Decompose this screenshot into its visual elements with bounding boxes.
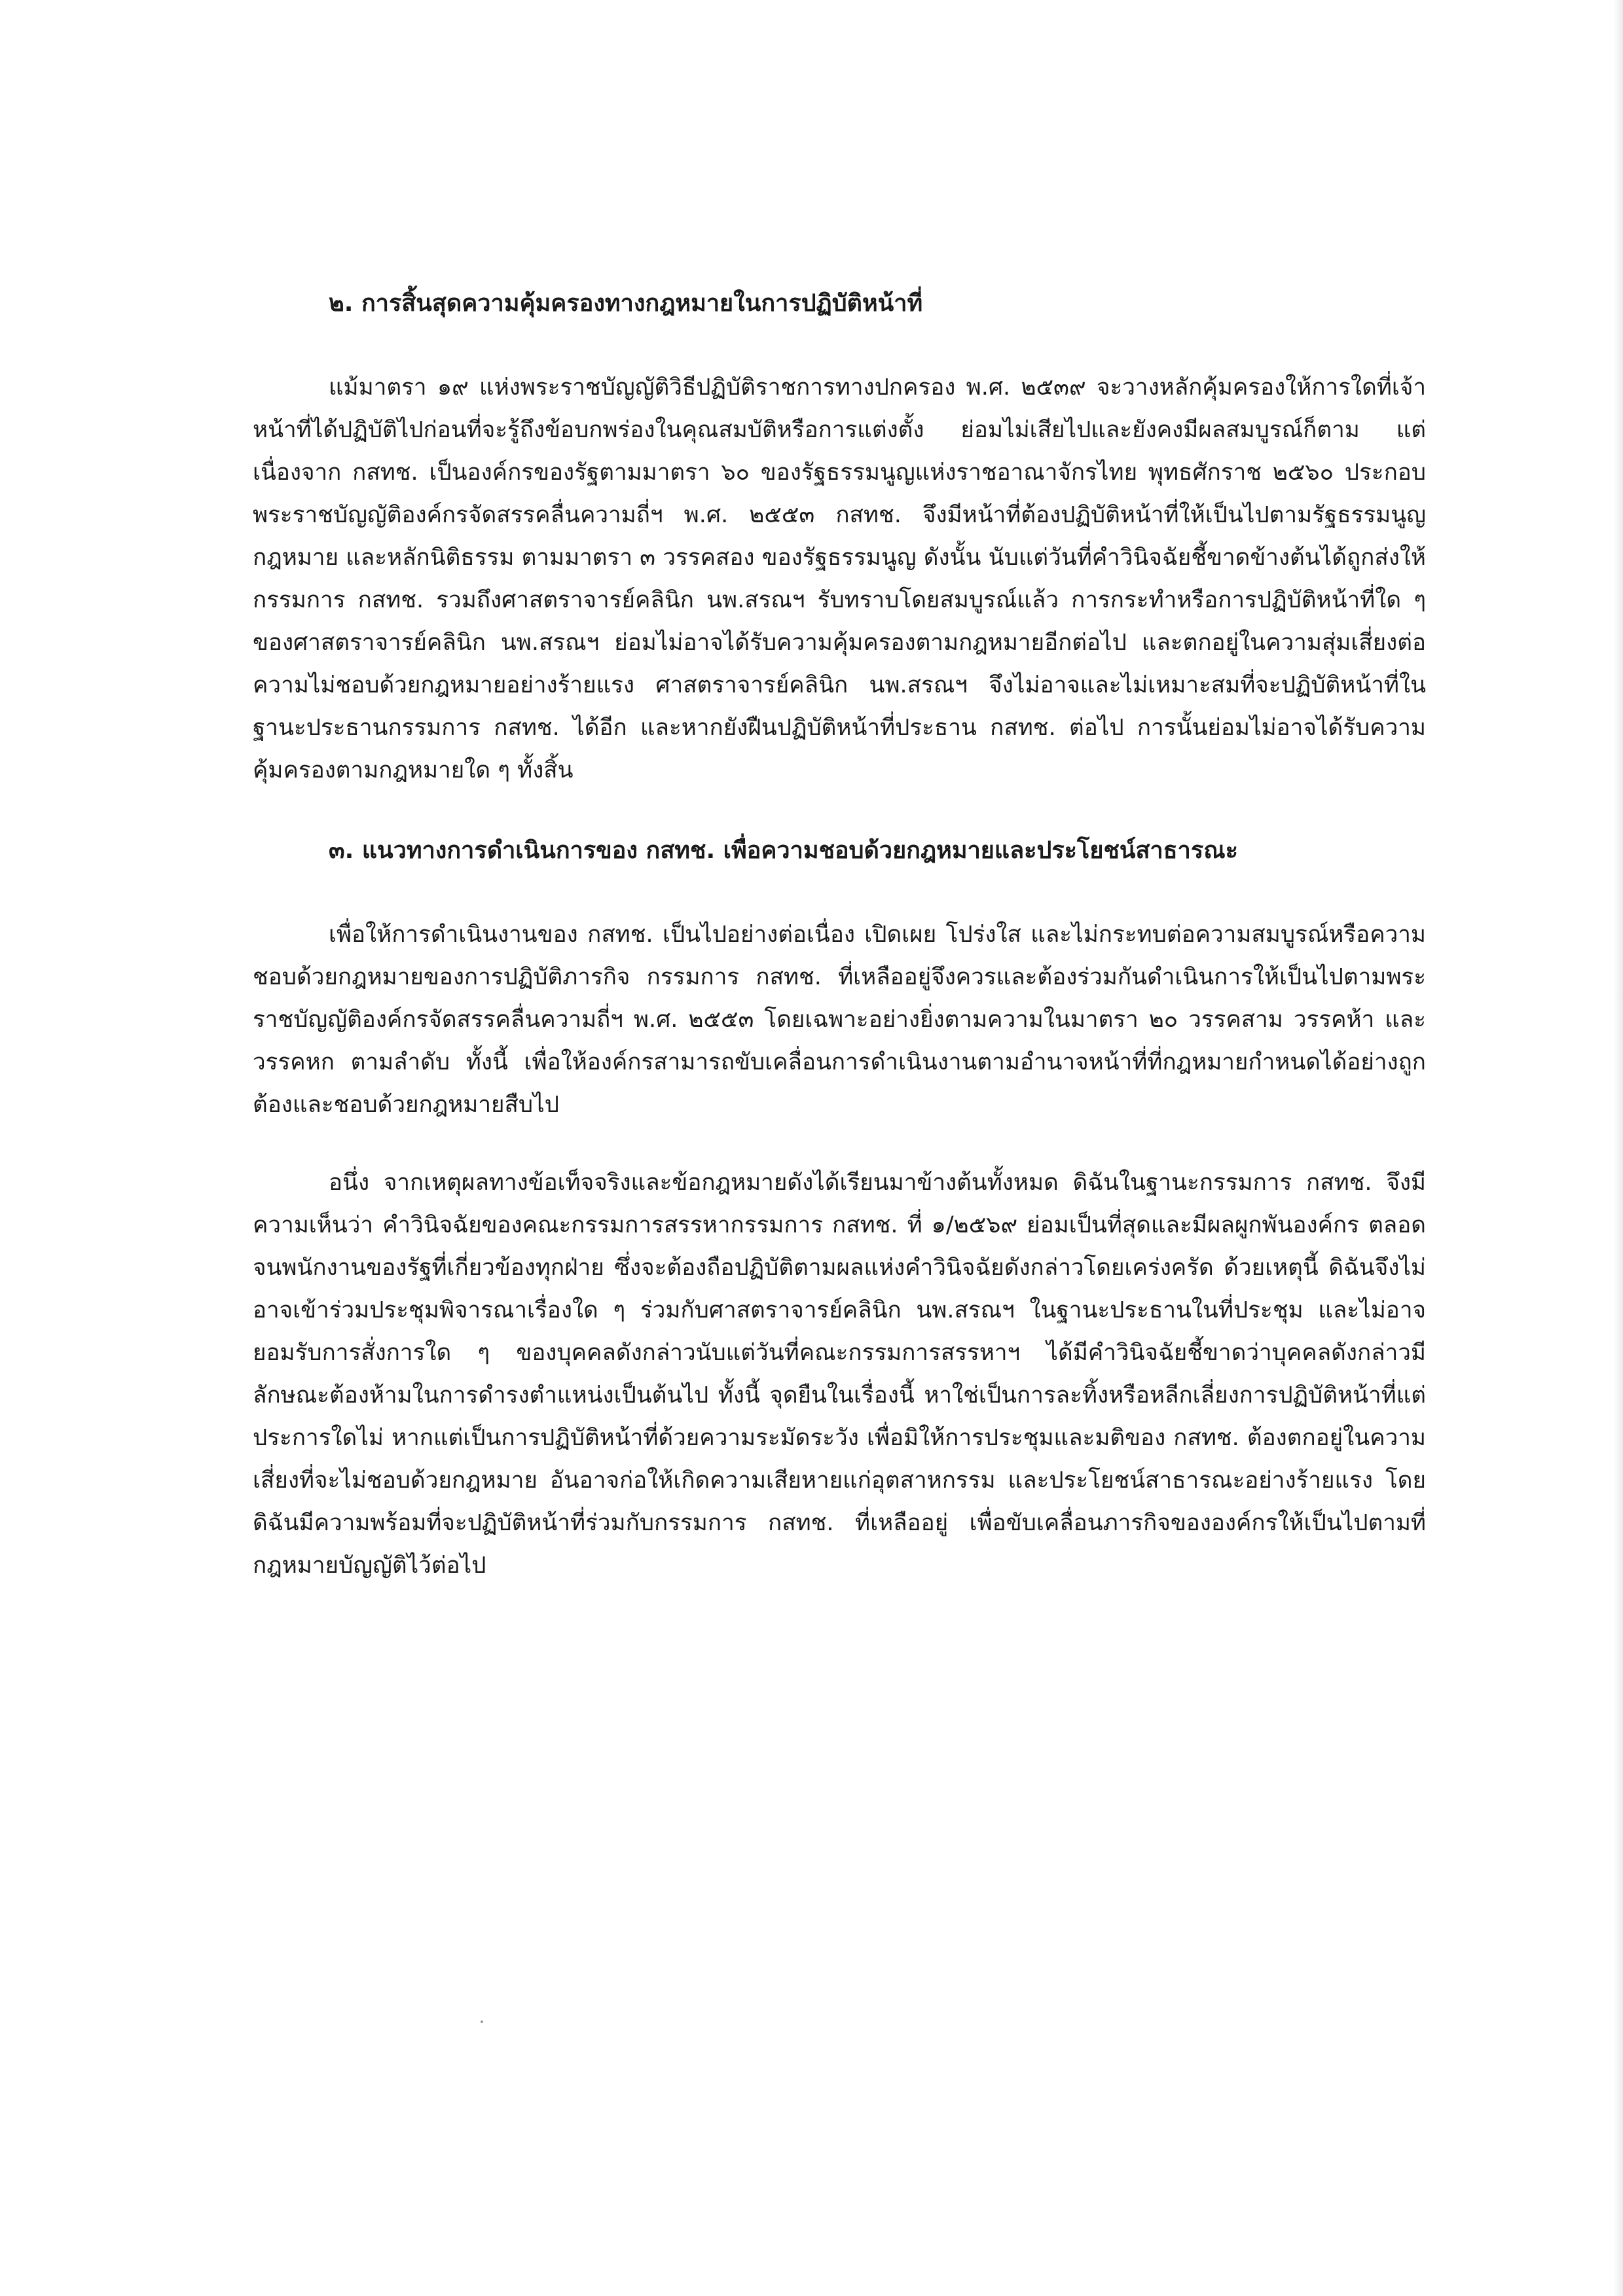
section-3-heading: ๓. แนวทางการดำเนินการของ กสทช. เพื่อความชอบด้วยกฎหมายและประโยชน์สาธารณะ (329, 837, 1238, 864)
spacer (253, 1126, 1426, 1162)
scan-speck (481, 2020, 483, 2023)
section-2-heading: ๒. การสิ้นสุดความคุ้มครองทางกฎหมายในการปฏิบัติหน้าที่ (329, 290, 923, 317)
spacer (253, 792, 1426, 829)
section-2-paragraph: แม้มาตรา ๑๙ แห่งพระราชบัญญัติวิธีปฏิบัติราชการทางปกครอง พ.ศ. ๒๕๓๙ จะวางหลักคุ้มครองให้การใดที่เจ้าหน้าที่ได้ปฏิบัติไปก่อนที่จะรู้ถึงข้อบกพร่องในคุณสมบัติหรือการแต่งตั้ง ย่อมไม่เสียไปและยังคงมีผลสมบูรณ์ก็ตาม แต่เนื่องจาก กสทช. เป็นองค์กรของรัฐตามมาตรา ๖๐ ของรัฐธรรมนูญแห่งราชอาณาจักรไทย พุทธศักราช ๒๕๖๐ ประกอบพระราชบัญญัติองค์กรจัดสรรคลื่นความถี่ฯ พ.ศ. ๒๕๕๓ กสทช. จึงมีหน้าที่ต้องปฏิบัติหน้าที่ให้เป็นไปตามรัฐธรรมนูญ กฎหมาย และหลักนิติธรรม ตามมาตรา ๓ วรรคสอง ของรัฐธรรมนูญ ดังนั้น นับแต่วันที่คำวินิจฉัยชี้ขาดข้างต้นได้ถูกส่งให้กรรมการ กสทช. รวมถึงศาสตราจารย์คลินิก นพ.สรณฯ รับทราบโดยสมบูรณ์แล้ว การกระทำหรือการปฏิบัติหน้าที่ใด ๆ ของศาสตราจารย์คลินิก นพ.สรณฯ ย่อมไม่อาจได้รับความคุ้มครองตามกฎหมายอีกต่อไป และตกอยู่ในความสุ่มเสี่ยงต่อความไม่ชอบด้วยกฎหมายอย่างร้ายแรง ศาสตราจารย์คลินิก นพ.สรณฯ จึงไม่อาจและไม่เหมาะสมที่จะปฏิบัติหน้าที่ในฐานะประธานกรรมการ กสทช. ได้อีก และหากยังฝืนปฏิบัติหน้าที่ประธาน กสทช. ต่อไป การนั้นย่อมไม่อาจได้รับความคุ้มครองตามกฎหมายใด ๆ ทั้งสิ้น (253, 374, 1426, 783)
spacer (253, 326, 1426, 367)
section-3-paragraph-2: อนึ่ง จากเหตุผลทางข้อเท็จจริงและข้อกฎหมายดังได้เรียนมาข้างต้นทั้งหมด ดิฉันในฐานะกรรมการ กสทช. จึงมีความเห็นว่า คำวินิจฉัยของคณะกรรมการสรรหากรรมการ กสทช. ที่ ๑/๒๕๖๙ ย่อมเป็นที่สุดและมีผลผูกพันองค์กร ตลอดจนพนักงานของรัฐที่เกี่ยวข้องทุกฝ่าย ซึ่งจะต้องถือปฏิบัติตามผลแห่งคำวินิจฉัยดังกล่าวโดยเคร่งครัด ด้วยเหตุนี้ ดิฉันจึงไม่อาจเข้าร่วมประชุมพิจารณาเรื่องใด ๆ ร่วมกับศาสตราจารย์คลินิก นพ.สรณฯ ในฐานะประธานในที่ประชุม และไม่อาจยอมรับการสั่งการใด ๆ ของบุคคลดังกล่าวนับแต่วันที่คณะกรรมการสรรหาฯ ได้มีคำวินิจฉัยชี้ขาดว่าบุคคลดังกล่าวมีลักษณะต้องห้ามในการดำรงตำแหน่งเป็นต้นไป ทั้งนี้ จุดยืนในเรื่องนี้ หาใช่เป็นการละทิ้งหรือหลีกเลี่ยงการปฏิบัติหน้าที่แต่ประการใดไม่ หากแต่เป็นการปฏิบัติหน้าที่ด้วยความระมัดระวัง เพื่อมิให้การประชุมและมติของ กสทช. ต้องตกอยู่ในความเสี่ยงที่จะไม่ชอบด้วยกฎหมาย อันอาจก่อให้เกิดความเสียหายแก่อุตสาหกรรม และประโยชน์สาธารณะอย่างร้ายแรง โดยดิฉันมีความพร้อมที่จะปฏิบัติหน้าที่ร่วมกับกรรมการ กสทช. ที่เหลืออยู่ เพื่อขับเคลื่อนภารกิจขององค์กรให้เป็นไปตามที่กฎหมายบัญญัติไว้ต่อไป (253, 1170, 1426, 1579)
spacer (253, 873, 1426, 914)
page-edge-shadow (1614, 0, 1623, 2296)
section-3-paragraph-1: เพื่อให้การดำเนินงานของ กสทช. เป็นไปอย่างต่อเนื่อง เปิดเผย โปร่งใส และไม่กระทบต่อความสมบูรณ์หรือความชอบด้วยกฎหมายของการปฏิบัติภารกิจ กรรมการ กสทช. ที่เหลืออยู่จึงควรและต้องร่วมกันดำเนินการให้เป็นไปตามพระราชบัญญัติองค์กรจัดสรรคลื่นความถี่ฯ พ.ศ. ๒๕๕๓ โดยเฉพาะอย่างยิ่งตามความในมาตรา ๒๐ วรรคสาม วรรคห้า และวรรคหก ตามลำดับ ทั้งนี้ เพื่อให้องค์กรสามารถขับเคลื่อนการดำเนินงานตามอำนาจหน้าที่ที่กฎหมายกำหนดได้อย่างถูกต้องและชอบด้วยกฎหมายสืบไป (253, 922, 1426, 1118)
document-body (253, 281, 1426, 1587)
